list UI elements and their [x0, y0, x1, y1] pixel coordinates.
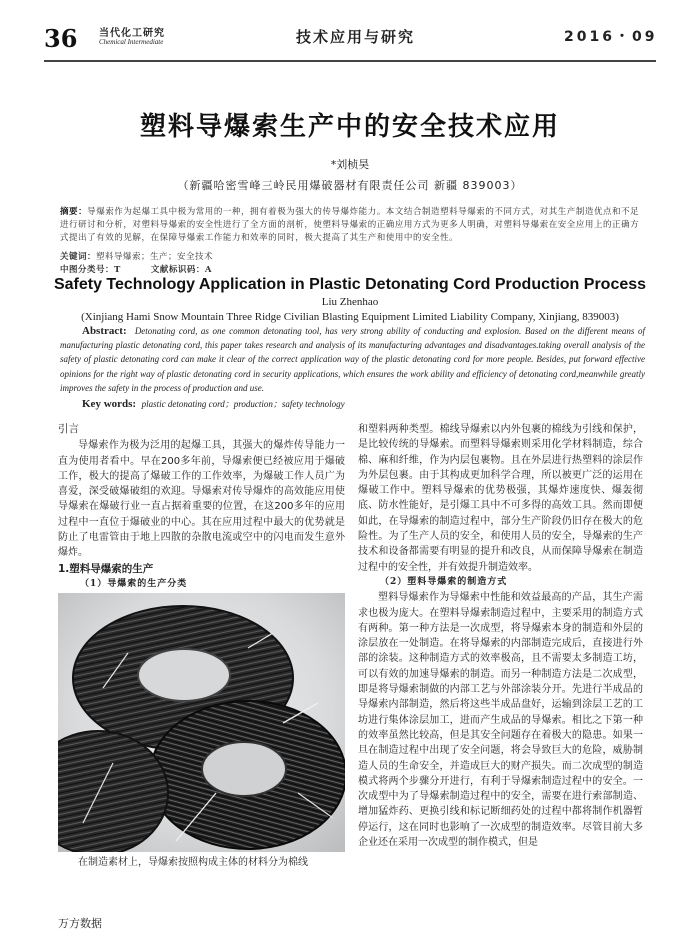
english-title: Safety Technology Application in Plastic Detonating Cord Production Process [53, 276, 647, 293]
class-label: 中图分类号： [60, 265, 115, 275]
intro-heading: 引言 [58, 423, 79, 435]
english-keywords-label: Key words [82, 398, 133, 410]
english-affiliation: (Xinjiang Hami Snow Mountain Three Ridge Civilian Blasting Equipment Limited Liability Company, Xinjiang, 839003) [81, 311, 619, 323]
header-rule [44, 60, 656, 62]
doc-code-label: 文献标识码： [150, 265, 205, 275]
right-paragraph-2: 塑料导爆索作为导爆索中性能和效益最高的产品，其生产需求也极为庞大。在塑料导爆索制造过程中，主要采用的制造方式有两种。第一种方法是一次成型，将导爆索本身的制造和外层的涂层放在一处制造。在将导爆索的内部制造完成后，直接进行外部的涂装。这种制造方式的效率极高，且不需要太多制造工坊，可以有效的加速导爆索的制造。而另一种制造方法是二次成型，即是将导爆索制做的内部工艺与外部涂装分开。先进行半成品的导爆索内部制造，然后将这些半成品盘好，运输到涂层工艺的工坊进行集体涂层加工，进而产生成品的导爆索。相比之下第一种的效率虽然比较高，但是其安全问题存在着极大的隐患。如果一旦在制造过程中出现了安全问题，将会导致巨大的危险，威胁制造人员的生命安全，并造成巨大的财产损失。而二次成型的制造模式将两个步骤分开进行，有利于导爆索制造过程中的安全。一次成型中为了导爆索制造过程中的安全，需要在进行索部制造、增加猛炸药、更换引线和标记断细药处的过程中都将制作机器暂停运行，这在同时也影响了一次成型的制造效率。尽管目前大多企业还在采用一次成型的制作模式，但是 [358, 592, 643, 849]
right-column [358, 422, 643, 850]
cn-keywords-label: 关键词： [60, 252, 97, 262]
doc-code-value: A [204, 265, 212, 275]
left-column-continued [58, 855, 345, 870]
english-keywords: Key words: plastic detonating cord；production；safety technology [82, 398, 345, 410]
section-name: 技术应用与研究 [296, 28, 416, 46]
cn-keywords [60, 250, 213, 262]
cn-abstract-label: 摘要： [60, 207, 88, 217]
cn-abstract-text: 导爆索作为起爆工具中极为常用的一种，拥有着极为强大的传导爆炸能力。本文结合制造塑料导爆索的不同方式，对其生产制造优点和不足进行研讨和分析，对塑料导爆索的安全性进行了全方面的剖析，使塑料导爆索的正确应用方式为更多人明确，对塑料导爆索在安全应用上的正确方式提出了有效的见解，在保障导爆索工作能力和效率的同时，极大提高了其生产和使用中的安全性。 [60, 207, 640, 243]
left-column [58, 422, 345, 592]
subsection-2-heading: （2）塑料导爆索的制造方式 [380, 576, 508, 587]
journal-name-en: Chemical Intermediate [99, 38, 164, 46]
article-author: *刘桢昊 [330, 158, 370, 171]
subsection-1-heading: （1）导爆索的生产分类 [80, 578, 188, 589]
cn-keywords-text: 塑料导爆索；生产；安全技术 [96, 252, 214, 262]
classification-line [60, 263, 212, 275]
cn-abstract [60, 206, 645, 245]
english-abstract-label: Abstract [82, 325, 123, 337]
section-1-heading: 1.塑料导爆索的生产 [58, 562, 154, 575]
article-affiliation: （新疆哈密雪峰三岭民用爆破器材有限责任公司 新疆 839003） [177, 179, 523, 192]
after-figure-paragraph: 在制造素材上，导爆索按照构成主体的材料分为棉线 [78, 857, 308, 868]
intro-paragraph: 导爆索作为极为泛用的起爆工具，其强大的爆炸传导能力一直为使用者看中。早在200多年前，导爆索便已经被应用于爆破工作，极大的提高了爆破工作的工作效率，为爆破工作人员广为喜爱，深受破爆破组的欢迎。导爆索对传导爆炸的高效能应用使导爆索在爆破行业一直占据着重要的位置，在这200多年的应用过程中一直位于爆破业的中心。其在应用过程中最大的优势就是防止了电雷管由于地上四散的杂散电流或空中的闪电而发生意外爆炸。 [58, 440, 345, 559]
right-paragraph-1: 和塑料两种类型。棉线导爆索以内外包裹的棉线为引线和保护，是比较传统的导爆索。而塑料导爆索则采用化学材料制造，综合棉、麻和纤维，作为内层包裹物。且在外层进行热塑料的涂层作为外层包裹。由于其构成更加科学合理，所以被更广泛的运用在爆破工作中。塑料导爆索的优势极强，其爆炸速度快、爆轰彻底、防水性能好，是引爆工具中不可多得的高效工具。然而即便如此，在导爆索的制造过程中，部分生产阶段仍旧存在极大的危险性。为了生产人员的安全，和使用人员的安全，导爆索的生产技术和设备都需要有明显的提升和改良，从而保障导爆索在制造过程中的安全性，并有效提升制造效率。 [358, 424, 643, 573]
page-number: 36 [44, 24, 78, 53]
english-abstract: Abstract: Detonating cord, as one common detonating tool, has very strong ability of conducting and explosion. Based on the different means of manufacturing plastic detonating cord, this paper takes research and analysis of its manufacturing advantages and disadvantages.taking overall analysis of the safety of plastic detonating cord can make it clear of the correct application way of the plastic detonating cord for more people. Besides, put forward effective opinions for the right way of plastic detonating cord in security applications, which ensures the work ability and efficiency of detonating cord,meanwhile greatly improves the safety in the process of production and use. [60, 325, 645, 393]
journal-name-cn: 当代化工研究 [99, 28, 165, 39]
article-title: 塑料导爆索生产中的安全技术应用 [139, 112, 560, 142]
english-author: Liu Zhenhao [321, 296, 379, 308]
english-abstract-text: Detonating cord, as one common detonating tool, has very strong ability of conducting and explosion. Based on the different means of manufacturing plastic detonating cord, this paper takes research and analysis of its manufacturing advantages and disadvantages.taking overall analysis of the safety of plastic detonating cord can make it clear of the correct application way of the plastic detonating cord for more people. Besides, put forward effective opinions for the right way of plastic detonating cord in security applications, which ensures the work ability and efficiency of detonating cord,meanwhile greatly improves the safety in the process of production and use. [60, 326, 645, 393]
detonating-cord-photo [58, 593, 345, 852]
footer-watermark: 万方数据 [58, 917, 102, 930]
issue-date: 2016・09 [564, 29, 658, 45]
english-keywords-text: plastic detonating cord；production；safety technology [141, 399, 345, 409]
class-value: T [114, 265, 121, 275]
front-coil [150, 701, 345, 849]
